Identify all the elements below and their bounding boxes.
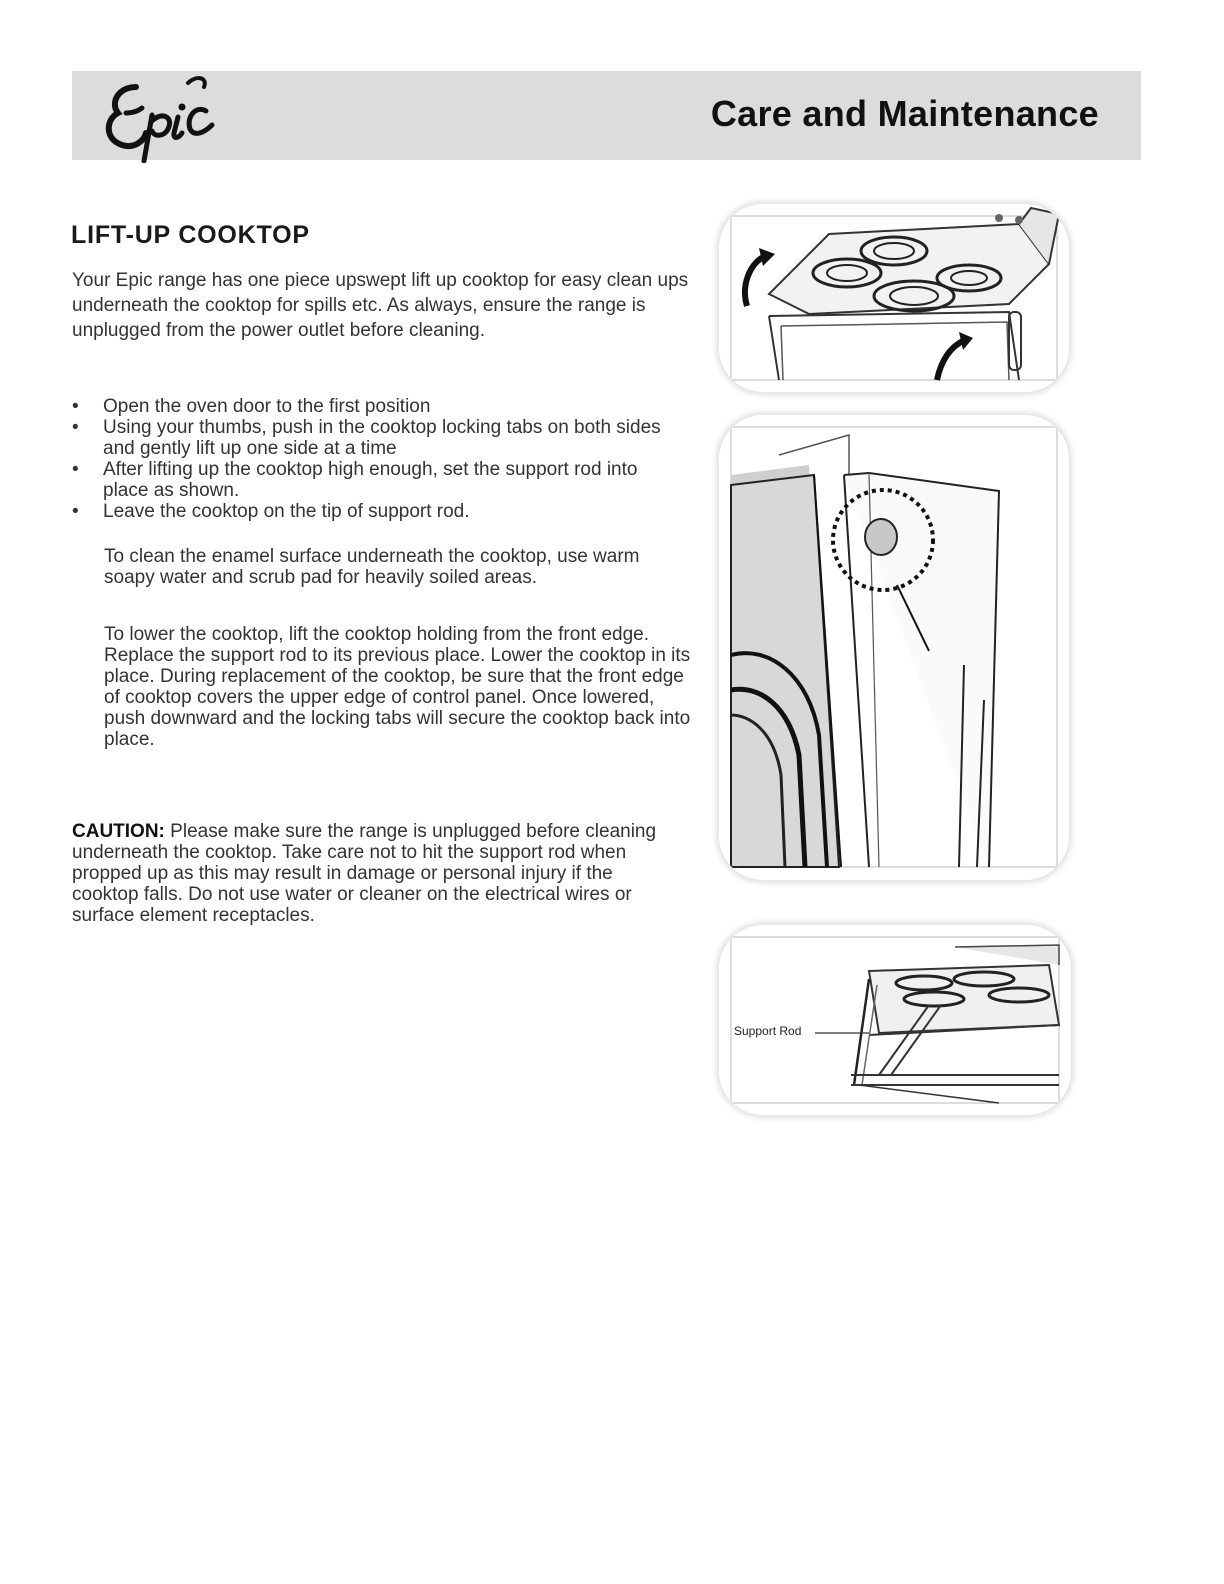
- list-item: • After lifting up the cooktop high enough, set the support rod into place as shown.: [72, 459, 638, 501]
- list-item: • Using your thumbs, push in the cooktop locking tabs on both sides and gently lift up one side at a time: [72, 417, 661, 459]
- lowering-paragraph: To lower the cooktop, lift the cooktop holding from the front edge. Replace the support rod to its previous place. Lower the cooktop in its place. During replacement of the cooktop, be sure that the front edge of cooktop covers the upper edge of control panel. Once lowered, push downward and the locking tabs will secure the cooktop back into place.: [104, 624, 691, 750]
- page-header: [72, 71, 1141, 160]
- page-title: Care and Maintenance: [710, 93, 1099, 134]
- cooktop-lift-illustration: [719, 204, 1069, 392]
- locking-tab-illustration: [719, 415, 1069, 880]
- support-rod-label: Support Rod: [734, 1024, 802, 1038]
- section-heading: LIFT-UP COOKTOP: [71, 221, 310, 249]
- support-rod-illustration: [719, 925, 1071, 1115]
- lift-arrow-icon: [937, 340, 965, 380]
- lift-arrow-icon: [745, 256, 765, 306]
- list-item: • Open the oven door to the first position: [72, 396, 431, 417]
- caution-paragraph: [72, 821, 662, 926]
- support-rod-figure: [719, 925, 1071, 1115]
- cooktop-lift-figure: [719, 204, 1069, 392]
- caution-text: Please make sure the range is unplugged before cleaning underneath the cooktop. Take care not to hit the support rod when propped up as this may result in damage or personal injury if the cooktop falls. Do not use water or cleaner on the electrical wires or surface element receptacles.: [72, 821, 657, 926]
- list-item: • Leave the cooktop on the tip of support rod.: [72, 501, 470, 522]
- epic-logo: [96, 73, 226, 163]
- cleaning-paragraph: To clean the enamel surface underneath the cooktop, use warm soapy water and scrub pad for heavily soiled areas.: [104, 546, 640, 588]
- caution-label: CAUTION:: [72, 821, 165, 842]
- locking-tab-figure: [719, 415, 1069, 880]
- intro-paragraph: Your Epic range has one piece upswept lift up cooktop for easy clean ups underneath the cooktop for spills etc. As always, ensure the range is unplugged from the power outlet before cleaning.: [72, 270, 689, 341]
- instruction-list: [72, 396, 682, 522]
